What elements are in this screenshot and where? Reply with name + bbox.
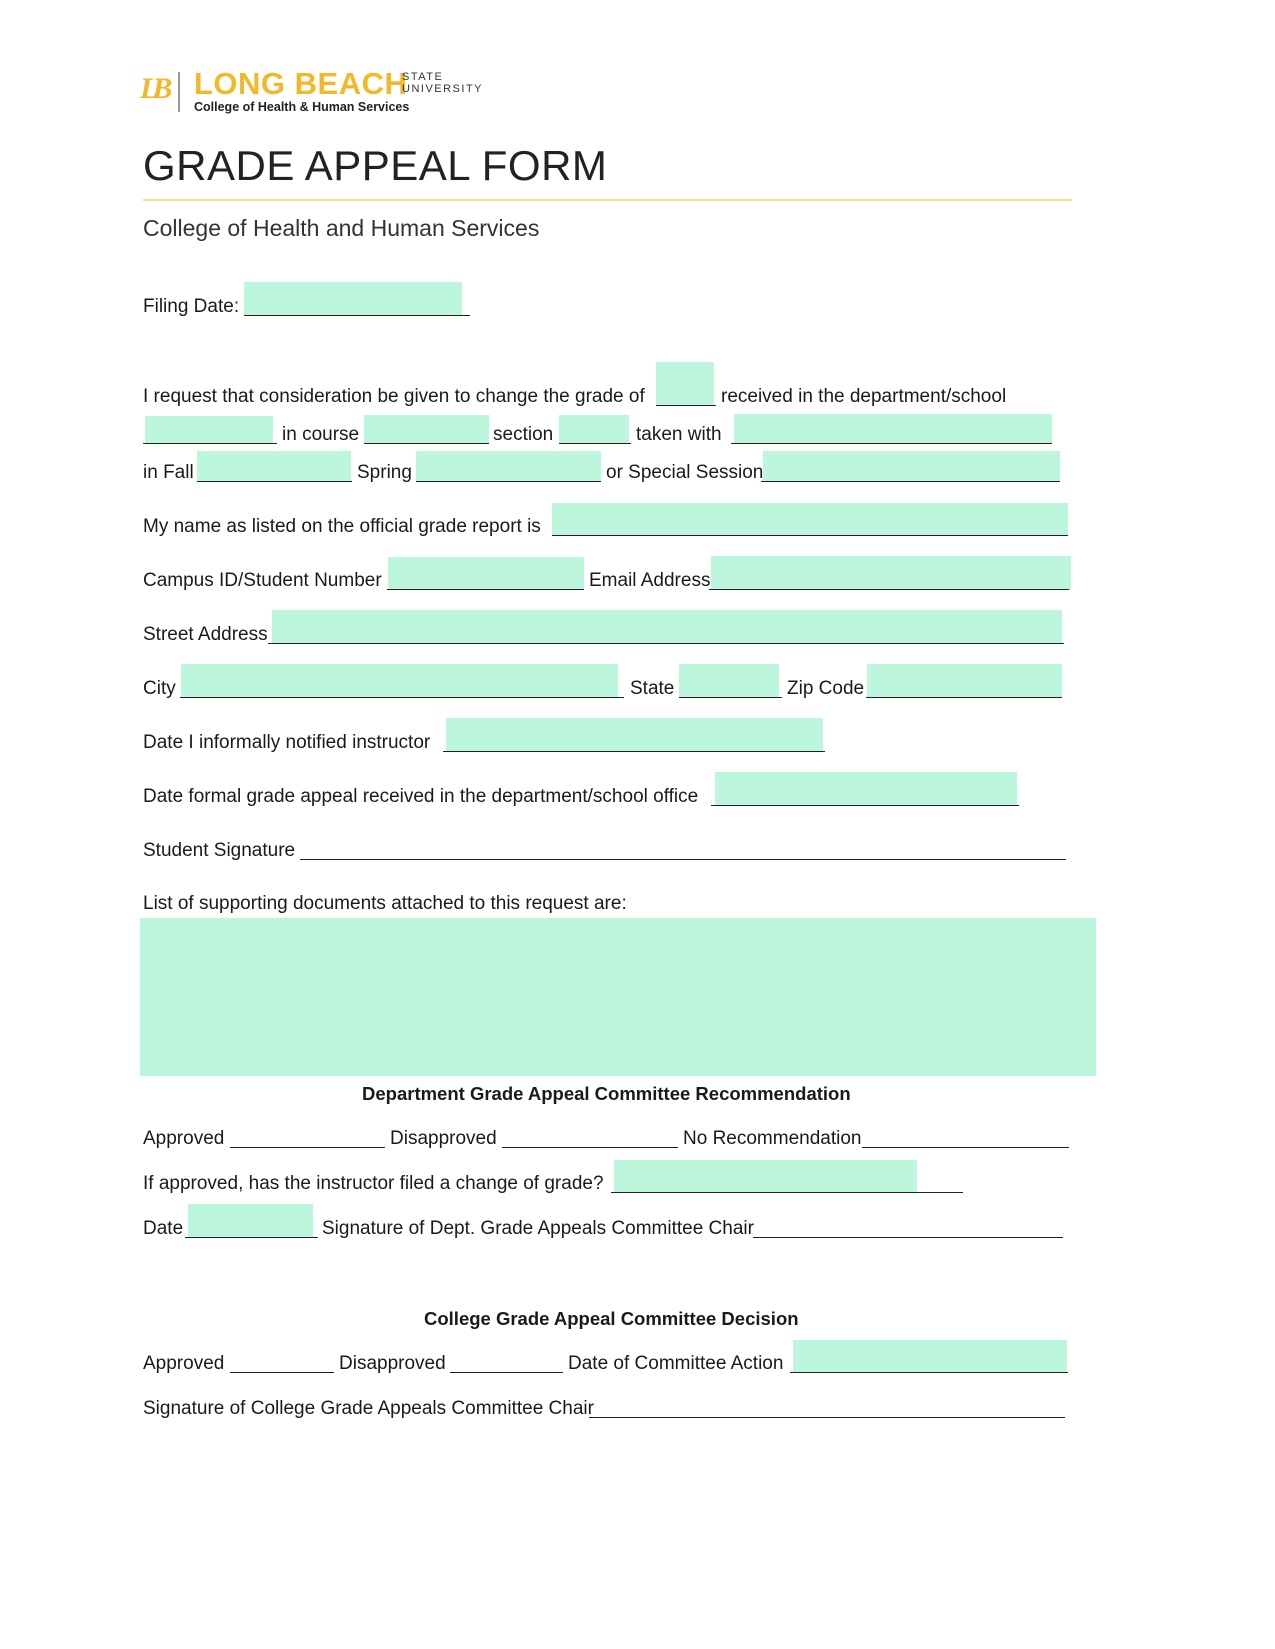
notified-label: Date I informally notified instructor (143, 732, 431, 753)
campus-id-label: Campus ID/Student Number (143, 570, 382, 591)
street-label: Street Address (143, 624, 268, 645)
change-grade-line (611, 1192, 963, 1193)
department-heading: Department Grade Appeal Committee Recommendation (362, 1083, 851, 1104)
logo-divider (178, 72, 180, 112)
dept-no-recommendation-label: No Recommendation (683, 1128, 862, 1149)
city-input[interactable] (181, 664, 618, 698)
dept-disapproved-line[interactable] (502, 1147, 678, 1148)
department-input[interactable] (145, 416, 273, 444)
taken-with-label: taken with (636, 424, 722, 445)
state-label: State (630, 678, 675, 699)
spring-line (416, 481, 601, 482)
dept-chair-signature-label: Signature of Dept. Grade Appeals Committee Chair (322, 1218, 754, 1239)
campus-id-input[interactable] (388, 557, 584, 590)
student-signature-label: Student Signature (143, 840, 296, 861)
in-course-label: in course (282, 424, 360, 445)
documents-textarea[interactable] (140, 918, 1096, 1076)
received-date-input[interactable] (715, 772, 1017, 806)
course-input[interactable] (364, 415, 489, 444)
state-input[interactable] (679, 664, 779, 698)
college-disapproved-line[interactable] (450, 1372, 563, 1373)
student-signature-line[interactable] (300, 859, 1066, 860)
dept-date-input[interactable] (188, 1204, 313, 1238)
special-session-label: or Special Session (606, 462, 764, 483)
dept-approved-line[interactable] (230, 1147, 385, 1148)
dept-date-line (185, 1237, 318, 1238)
college-approved-label: Approved (143, 1353, 225, 1374)
action-date-input[interactable] (793, 1340, 1067, 1373)
zip-input[interactable] (867, 664, 1062, 698)
brand-name: LONG BEACH (194, 66, 408, 101)
special-session-line (761, 481, 1060, 482)
email-input[interactable] (711, 556, 1071, 590)
spring-input[interactable] (416, 451, 601, 482)
fall-line (197, 481, 352, 482)
section-input[interactable] (559, 415, 629, 444)
dept-disapproved-label: Disapproved (390, 1128, 497, 1149)
state-line (679, 697, 782, 698)
name-line (552, 535, 1068, 536)
city-label: City (143, 678, 176, 699)
section-line (559, 443, 631, 444)
college-chair-signature-line[interactable] (589, 1417, 1065, 1418)
fall-input[interactable] (197, 451, 351, 482)
college-chair-signature-label: Signature of College Grade Appeals Committee Chair (143, 1398, 594, 1419)
received-date-line (711, 805, 1019, 806)
grade-line (656, 405, 716, 406)
brand-university: UNIVERSITY (402, 83, 484, 95)
received-label: Date formal grade appeal received in the department/school office (143, 786, 699, 807)
email-line (709, 589, 1069, 590)
instructor-line (731, 443, 1052, 444)
change-grade-question: If approved, has the instructor filed a change of grade? (143, 1173, 604, 1194)
grade-input[interactable] (656, 362, 714, 406)
dept-chair-signature-line[interactable] (753, 1237, 1063, 1238)
street-input[interactable] (272, 610, 1062, 644)
notified-date-input[interactable] (446, 718, 823, 752)
lb-logo-icon: LB (140, 72, 167, 105)
zip-label: Zip Code (787, 678, 865, 699)
dept-date-label: Date (143, 1218, 184, 1239)
action-date-label: Date of Committee Action (568, 1353, 784, 1374)
filing-date-input[interactable] (244, 282, 462, 316)
campus-id-line (387, 589, 584, 590)
instructor-input[interactable] (734, 414, 1052, 444)
course-line (364, 443, 489, 444)
street-line (268, 643, 1064, 644)
change-grade-input[interactable] (614, 1160, 917, 1193)
email-label: Email Address (589, 570, 711, 591)
name-input[interactable] (552, 503, 1068, 536)
spring-label: Spring (357, 462, 412, 483)
request-text-2: received in the department/school (721, 386, 1007, 407)
title-rule (143, 199, 1072, 201)
college-approved-line[interactable] (230, 1372, 334, 1373)
brand-college: College of Health & Human Services (194, 100, 410, 114)
special-session-input[interactable] (763, 451, 1060, 482)
brand-state: STATE (402, 71, 444, 83)
city-line (180, 697, 624, 698)
filing-date-line (244, 315, 470, 316)
zip-line (866, 697, 1062, 698)
request-text-1: I request that consideration be given to change the grade of (143, 386, 645, 407)
in-fall-label: in Fall (143, 462, 194, 483)
department-line (143, 443, 277, 444)
action-date-line (790, 1372, 1068, 1373)
dept-approved-label: Approved (143, 1128, 225, 1149)
filing-date-label: Filing Date: (143, 296, 240, 317)
page-subtitle: College of Health and Human Services (143, 215, 540, 241)
dept-no-recommendation-line[interactable] (862, 1147, 1069, 1148)
college-heading: College Grade Appeal Committee Decision (424, 1308, 799, 1329)
page-title: GRADE APPEAL FORM (143, 142, 608, 189)
college-disapproved-label: Disapproved (339, 1353, 446, 1374)
section-label: section (493, 424, 554, 445)
notified-date-line (443, 751, 825, 752)
header (140, 66, 500, 116)
name-label: My name as listed on the official grade report is (143, 516, 541, 537)
documents-label: List of supporting documents attached to this request are: (143, 893, 627, 914)
